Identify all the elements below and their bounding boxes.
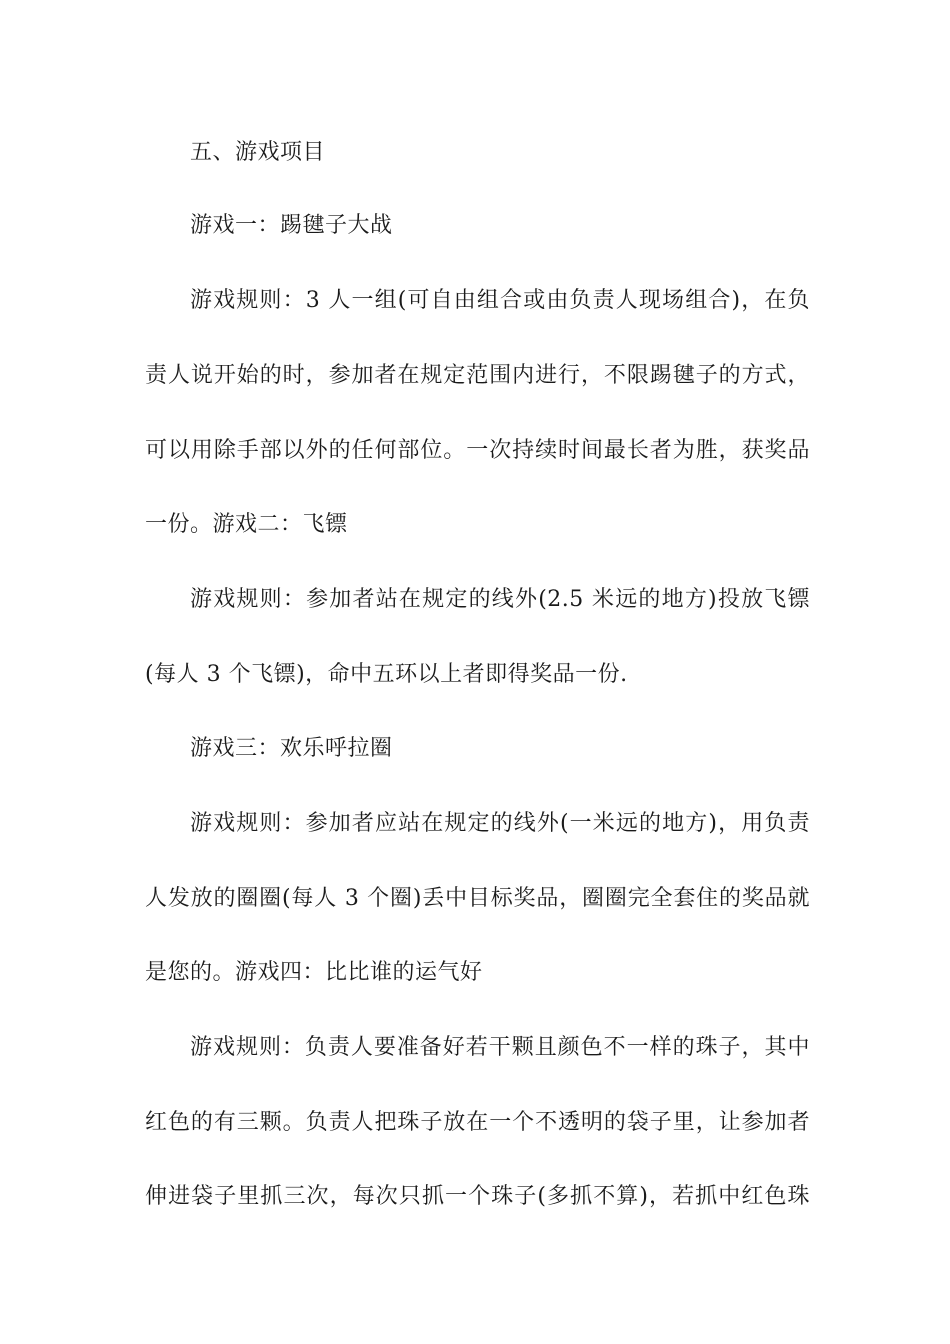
paragraph-line: 游戏规则：参加者站在规定的线外(2.5 米远的地方)投放飞镖 (190, 587, 810, 612)
paragraph-line: 可以用除手部以外的任何部位。一次持续时间最长者为胜，获奖品 (145, 438, 810, 463)
game-one-title: 游戏一：踢毽子大战 (190, 213, 393, 238)
paragraph-line: 红色的有三颗。负责人把珠子放在一个不透明的袋子里，让参加者 (145, 1110, 810, 1135)
section-heading: 五、游戏项目 (190, 140, 326, 165)
paragraph-line: 人发放的圈圈(每人 3 个圈)丢中目标奖品，圈圈完全套住的奖品就 (145, 886, 810, 911)
paragraph-line: 责人说开始的时，参加者在规定范围内进行，不限踢毽子的方式， (145, 363, 810, 388)
paragraph-line: 游戏规则：参加者应站在规定的线外(一米远的地方)，用负责 (190, 811, 810, 836)
paragraph-line: (每人 3 个飞镖)，命中五环以上者即得奖品一份. (145, 662, 628, 687)
paragraph-line: 游戏规则：负责人要准备好若干颗且颜色不一样的珠子，其中 (190, 1035, 810, 1060)
paragraph-line: 是您的。游戏四：比比谁的运气好 (145, 960, 483, 985)
game-three-title: 游戏三：欢乐呼拉圈 (190, 736, 393, 761)
paragraph-line: 伸进袋子里抓三次，每次只抓一个珠子(多抓不算)，若抓中红色珠 (145, 1184, 810, 1209)
paragraph-line: 游戏规则：3 人一组(可自由组合或由负责人现场组合)，在负 (190, 288, 810, 313)
paragraph-line: 一份。游戏二：飞镖 (145, 512, 348, 537)
